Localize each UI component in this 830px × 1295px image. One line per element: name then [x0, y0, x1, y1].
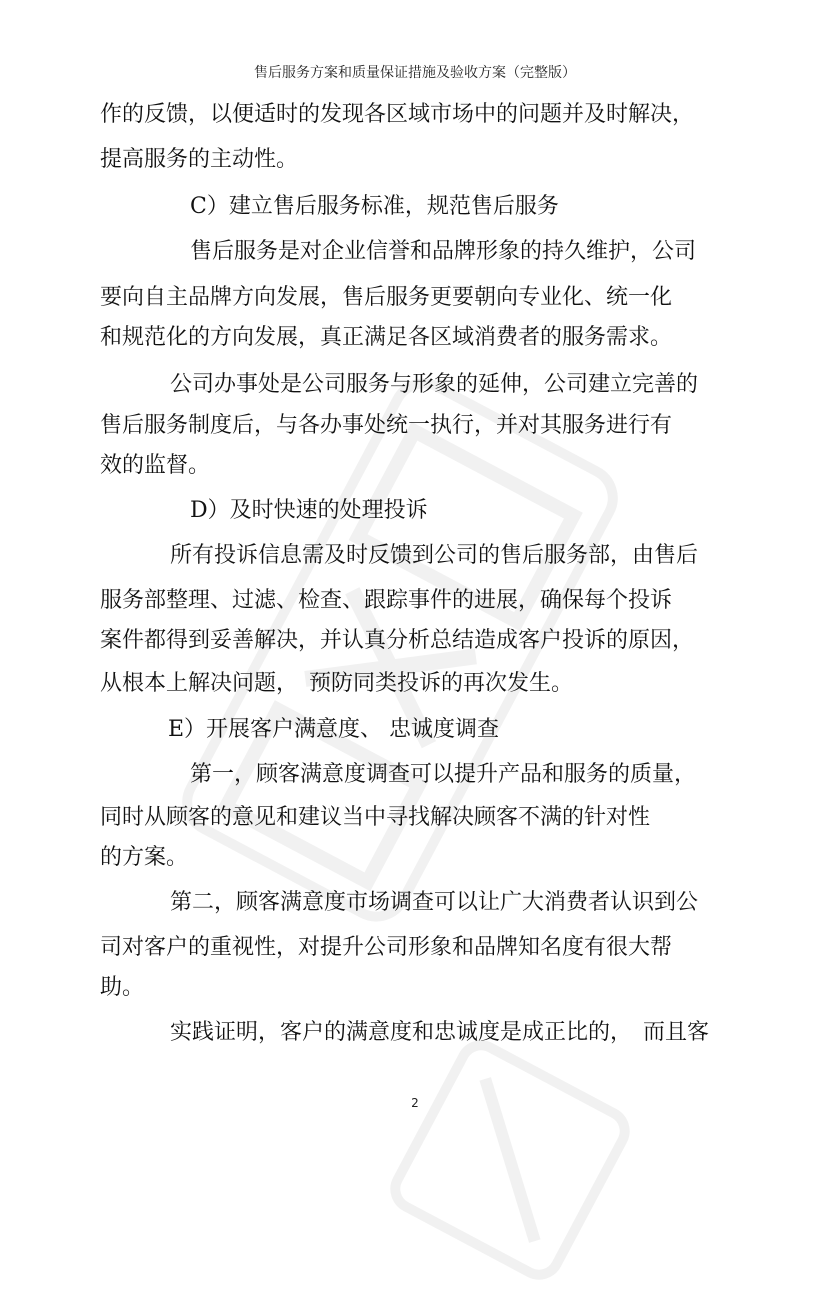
text-line: 第二，顾客满意度市场调查可以让广大消费者认识到公: [170, 890, 699, 915]
text-line: 所有投诉信息需及时反馈到公司的售后服务部，由售后: [170, 543, 699, 568]
text-line: 服务部整理、过滤、检查、跟踪事件的进展，确保每个投诉: [100, 588, 673, 613]
text-line: 售后服务制度后，与各办事处统一执行，并对其服务进行有: [100, 413, 673, 438]
text-line: 同时从顾客的意见和建议当中寻找解决顾客不满的针对性: [100, 805, 651, 830]
section-heading: E）开展客户满意度、 忠诚度调查: [168, 717, 500, 742]
text-line: 的方案。: [100, 845, 189, 870]
watermark-icon: [375, 1025, 645, 1295]
text-line: 作的反馈，以便适时的发现各区域市场中的问题并及时解决，: [100, 102, 695, 127]
page-header: 售后服务方案和质量保证措施及验收方案（完整版）: [254, 65, 576, 81]
text-line: 案件都得到妥善解决，并认真分析总结造成客户投诉的原因，: [100, 628, 695, 653]
text-line: 第一，顾客满意度调查可以提升产品和服务的质量，: [190, 762, 697, 787]
text-line: 和规范化的方向发展，真正满足各区域消费者的服务需求。: [100, 325, 673, 350]
text-line: 提高服务的主动性。: [100, 147, 299, 172]
text-line: 司对客户的重视性，对提升公司形象和品牌知名度有很大帮: [100, 935, 673, 960]
text-line: 从根本上解决问题， 预防同类投诉的再次发生。: [100, 671, 574, 696]
section-heading: D）及时快速的处理投诉: [190, 498, 428, 523]
text-line: 要向自主品牌方向发展，售后服务更要朝向专业化、统一化: [100, 285, 673, 310]
text-line: 公司办事处是公司服务与形象的延伸，公司建立完善的: [170, 372, 699, 397]
section-heading: C）建立售后服务标准，规范售后服务: [190, 194, 559, 219]
text-line: 售后服务是对企业信誉和品牌形象的持久维护，公司: [190, 239, 697, 264]
text-line: 效的监督。: [100, 453, 211, 478]
page-number: 2: [411, 1096, 419, 1110]
text-line: 实践证明，客户的满意度和忠诚度是成正比的， 而且客: [170, 1020, 710, 1045]
text-line: 助。: [100, 975, 145, 1000]
